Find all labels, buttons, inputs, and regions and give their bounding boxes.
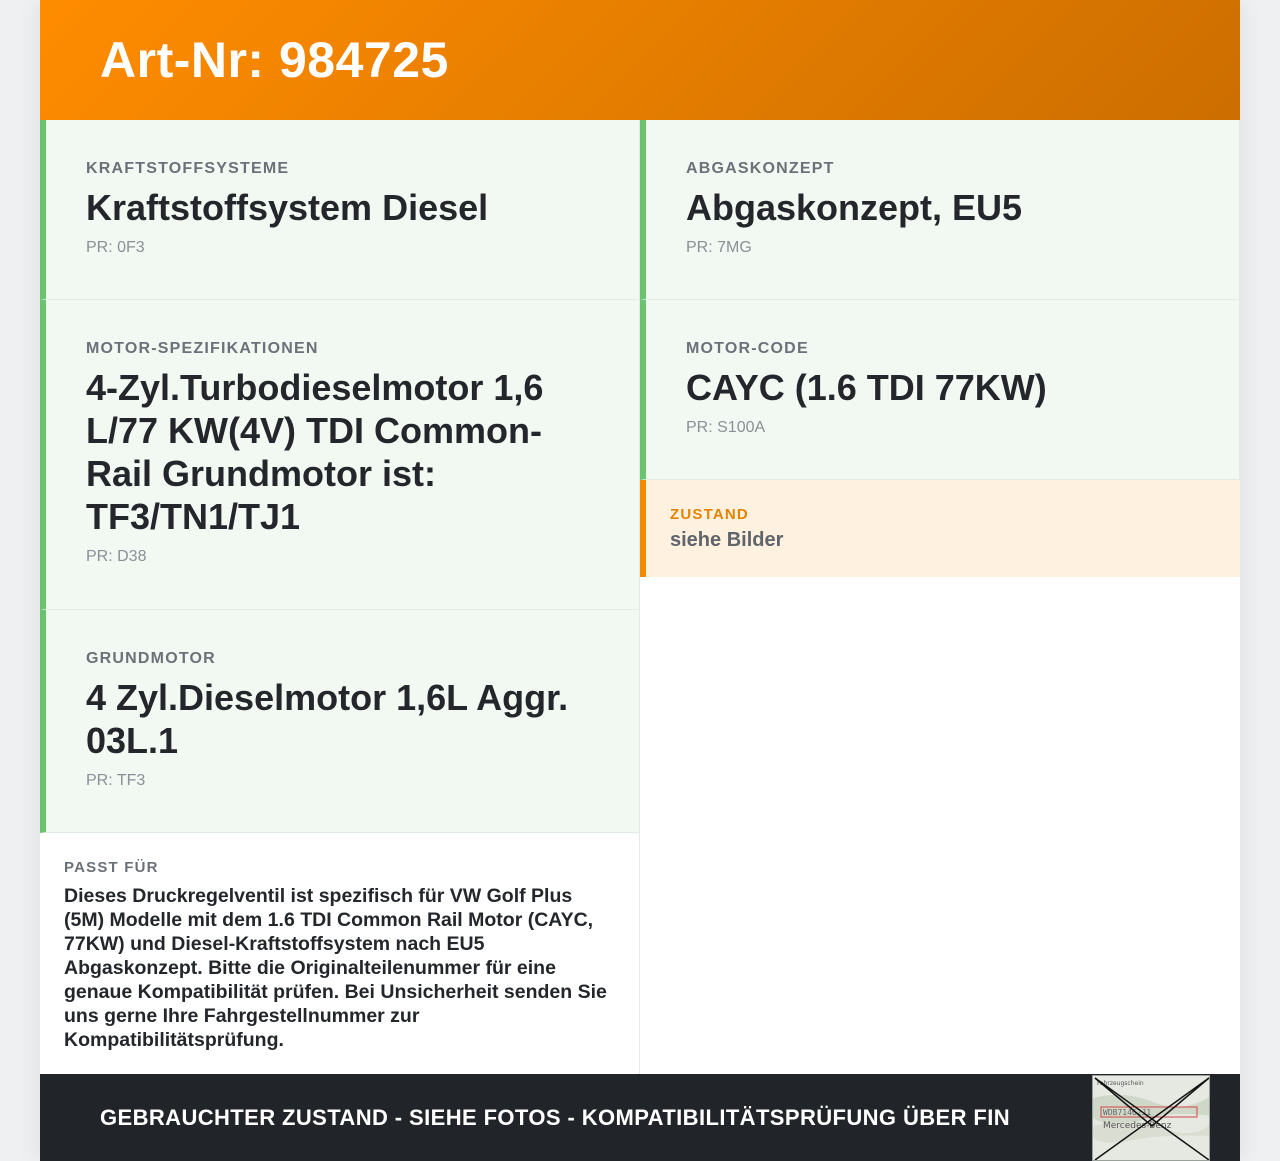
spec-card-label: GRUNDMOTOR	[86, 650, 216, 667]
spec-card-abgaskonzept	[640, 120, 1240, 300]
spec-card-pr-code: PR: 0F3	[86, 239, 145, 256]
spec-card-label: KRAFTSTOFFSYSTEME	[86, 160, 290, 177]
compatibility-text: Dieses Druckregelventil ist spezifisch für VW Golf Plus (5M) Modelle mit dem 1.6 TDI Common Rail Motor (CAYC, 77KW) und Diesel-Kraftstoffsystem nach EU5 Abgaskonzept. Bitte die Originalteilenummer für eine genaue Kompatibilität prüfen. Bei Unsicherheit senden Sie uns gerne Ihre Fahrgestellnummer zur Kompatibilitätsprüfung.	[64, 885, 607, 1051]
spec-column-left	[40, 120, 640, 1074]
spec-card-value: 4-Zyl.Turbodieselmotor 1,6 L/77 KW(4V) TDI Common-Rail Grundmotor ist: TF3/TN1/TJ1	[86, 367, 544, 537]
condition-value: siehe Bilder	[670, 529, 784, 551]
svg-text:WDB71462J1: WDB71462J1	[1103, 1108, 1152, 1117]
spec-card-value: CAYC (1.6 TDI 77KW)	[686, 367, 1047, 408]
vehicle-document-thumbnail[interactable]	[1092, 1075, 1210, 1161]
spec-card-grundmotor	[40, 610, 640, 833]
footer-bar	[40, 1074, 1240, 1161]
spec-card-value: 4 Zyl.Dieselmotor 1,6L Aggr. 03L.1	[86, 677, 569, 761]
spec-card-pr-code: PR: S100A	[686, 419, 766, 436]
spec-card-pr-code: PR: TF3	[86, 772, 146, 789]
spec-card-motor-code	[640, 300, 1240, 480]
spec-card-value: Kraftstoffsystem Diesel	[86, 187, 489, 228]
article-number-title: Art-Nr: 984725	[100, 32, 449, 88]
spec-card-value: Abgaskonzept, EU5	[686, 187, 1023, 228]
spec-card-label: ABGASKONZEPT	[686, 160, 835, 177]
compatibility-label: PASST FÜR	[64, 859, 159, 876]
spec-grid	[40, 120, 1240, 1074]
spec-card-pr-code: PR: 7MG	[686, 239, 752, 256]
footer-notice: GEBRAUCHTER ZUSTAND - SIEHE FOTOS - KOMPATIBILITÄTSPRÜFUNG ÜBER FIN	[100, 1104, 1011, 1130]
spec-card-pr-code: PR: D38	[86, 548, 147, 565]
product-spec-page	[40, 0, 1240, 1161]
vehicle-document-icon	[1093, 1076, 1210, 1161]
svg-text:Fahrzeugschein: Fahrzeugschein	[1097, 1080, 1144, 1087]
compatibility-section	[40, 833, 640, 1074]
spec-card-kraftstoffsysteme	[40, 120, 640, 300]
spec-card-label: MOTOR-SPEZIFIKATIONEN	[86, 340, 319, 357]
svg-text:Mercedes-Benz: Mercedes-Benz	[1103, 1121, 1172, 1131]
spec-card-motor-spezifikationen	[40, 300, 640, 610]
condition-label: ZUSTAND	[670, 506, 749, 523]
spec-column-right	[640, 120, 1240, 577]
header-bar	[40, 0, 1240, 120]
spec-card-label: MOTOR-CODE	[686, 340, 809, 357]
condition-box	[640, 480, 1240, 577]
